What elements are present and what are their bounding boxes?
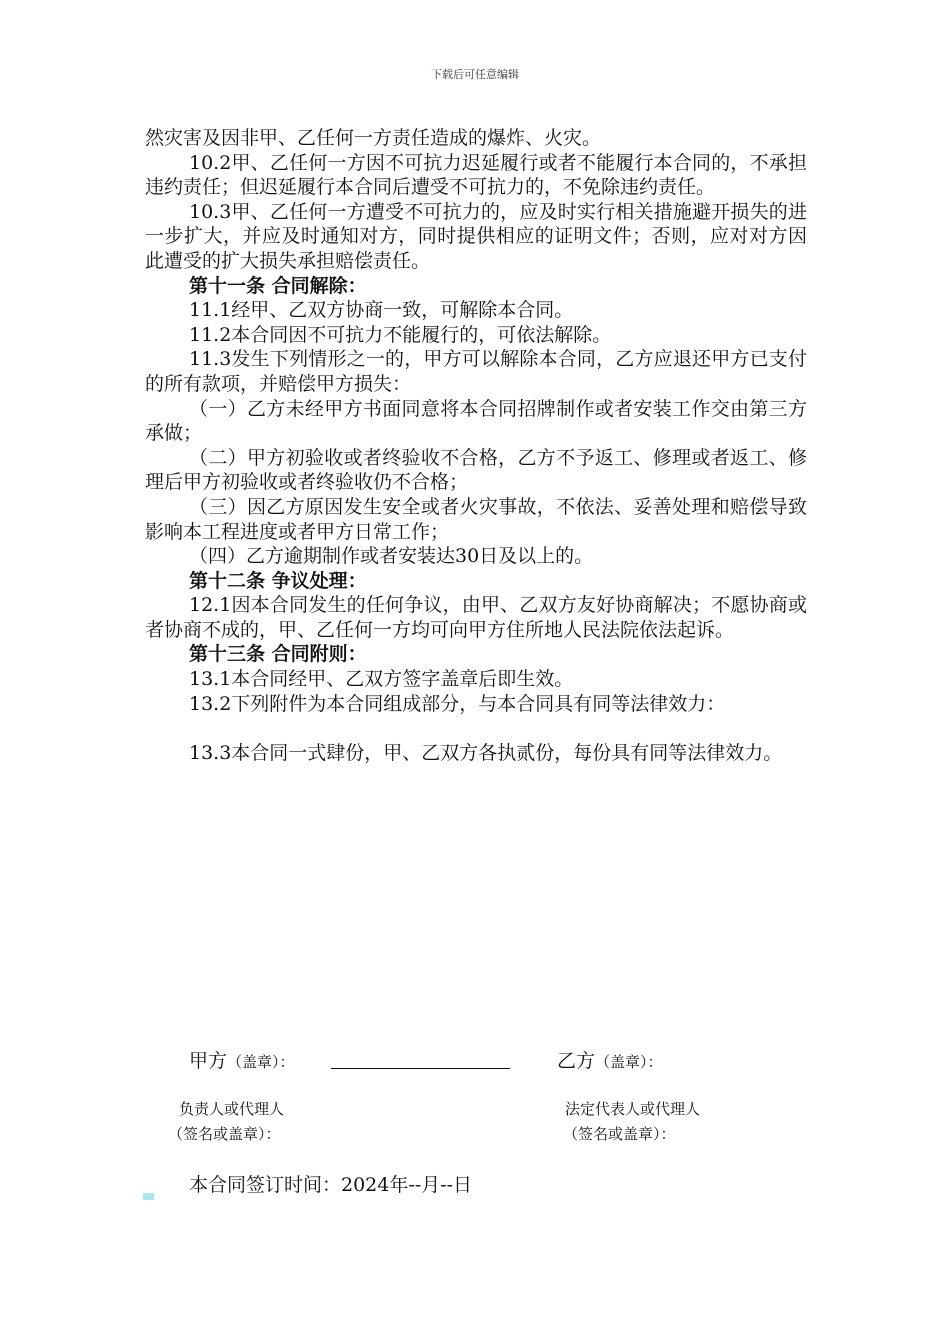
item-3: （三）因乙方原因发生安全或者火灾事故，不依法、妥善处理和赔偿导致影响本工程进度或者甲方日常工作； [145,495,807,543]
party-b-sign: （签名或盖章）： [563,1125,676,1143]
clause-13-3: 13.3本合同一式肆份，甲、乙双方各执贰份，每份具有同等法律效力。 [189,741,783,764]
party-a-block [189,1046,295,1073]
signing-date: 本合同签订时间：2024年--月--日 [189,1174,473,1196]
article-11-heading: 第十一条 合同解除： [189,274,367,297]
clause-11-3: 11.3发生下列情形之一的，甲方可以解除本合同，乙方应退还甲方已支付的所有款项，并赔偿甲方损失： [145,348,807,395]
article-12-heading: 第十二条 争议处理： [189,569,367,592]
item-1: （一）乙方未经甲方书面同意将本合同招牌制作或者安装工作交由第三方承做； [145,397,807,445]
contract-body [145,126,807,765]
party-a-label: 甲方 [189,1050,228,1072]
item-2: （二）甲方初验收或者终验收不合格，乙方不予返工、修理或者返工、修理后甲方初验收或者终验收仍不合格； [145,446,807,494]
clause-12-1: 12.1因本合同发生的任何争议，由甲、乙双方友好协商解决；不愿协商或者协商不成的，甲、乙任何一方均可向甲方住所地人民法院依法起诉。 [145,594,807,641]
party-b-label: 乙方 [557,1050,596,1072]
party-b-block [557,1046,663,1073]
party-b-rep: 法定代表人或代理人 [565,1100,701,1118]
party-a-stamp: （盖章）： [227,1053,295,1071]
page-header: 下载后可任意编辑 [431,68,519,81]
party-a-rep: 负责人或代理人 [179,1100,285,1118]
selection-marker [143,1193,154,1200]
item-4: （四）乙方逾期制作或者安装达30日及以上的。 [189,545,594,568]
clause-10-3: 10.3甲、乙任何一方遭受不可抗力的，应及时实行相关措施避开损失的进一步扩大，并应及时通知对方，同时提供相应的证明文件；否则，应对对方因此遭受的扩大损失承担赔偿责任。 [145,200,807,272]
clause-10-2: 10.2甲、乙任何一方因不可抗力迟延履行或者不能履行本合同的，不承担违约责任；但迟延履行本合同后遭受不可抗力的，不免除违约责任。 [145,151,807,199]
clause-13-1: 13.1本合同经甲、乙双方签字盖章后即生效。 [189,668,574,691]
clause-11-2: 11.2本合同因不可抗力不能履行的，可依法解除。 [189,323,612,346]
clause-11-1: 11.1经甲、乙双方协商一致，可解除本合同。 [189,299,574,322]
party-a-signature-line[interactable] [331,1068,510,1069]
clause-13-2: 13.2下列附件为本合同组成部分，与本合同具有同等法律效力： [189,692,726,715]
article-13-heading: 第十三条 合同附则： [189,643,367,666]
party-b-stamp: （盖章）： [595,1053,663,1071]
blank-line [145,716,807,741]
party-a-sign: （签名或盖章）： [168,1125,281,1143]
paragraph: 然灾害及因非甲、乙任何一方责任造成的爆炸、火灾。 [145,127,602,149]
